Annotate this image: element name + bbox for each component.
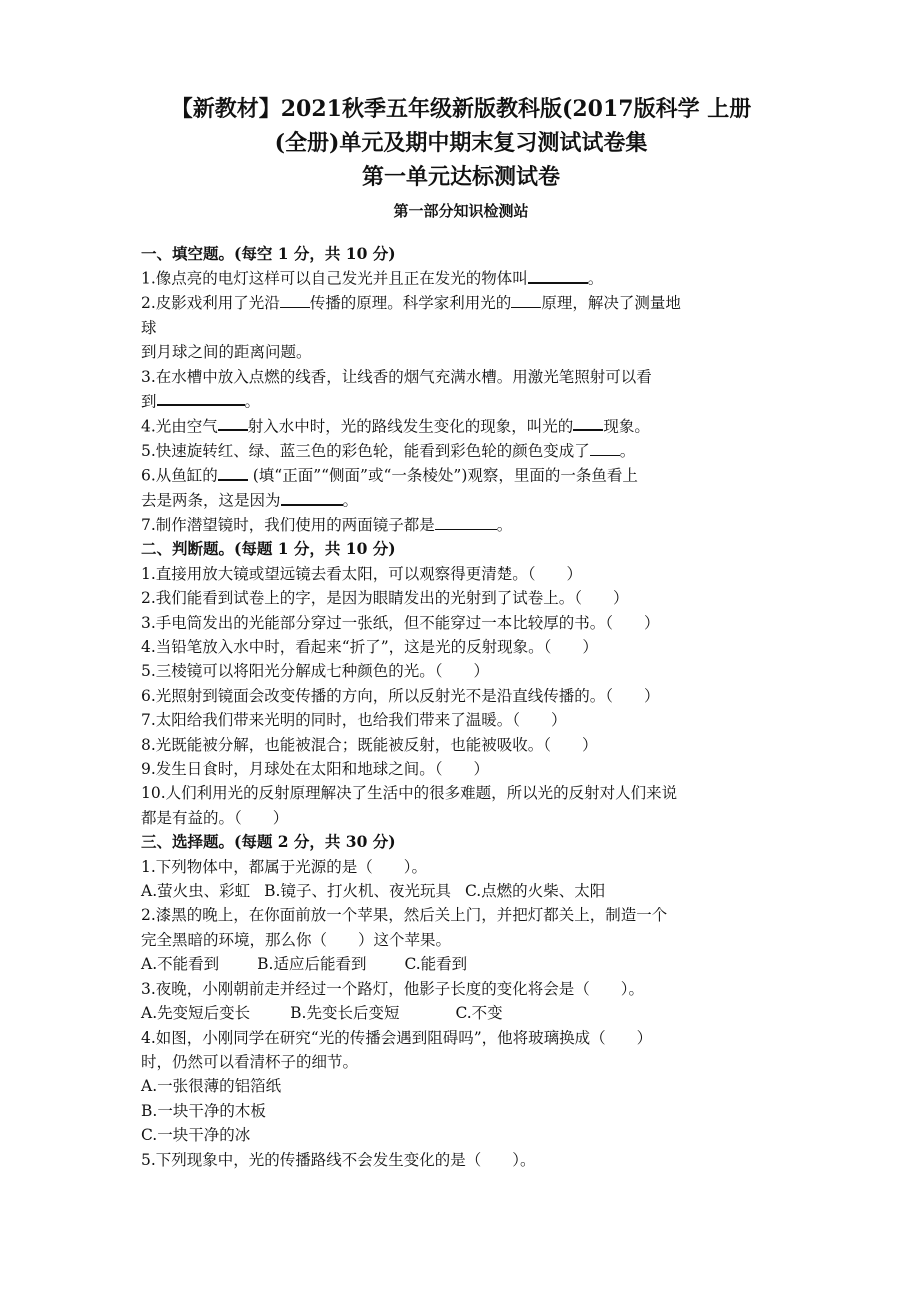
exam-title-line-1: 【新教材】2021秋季五年级新版教科版(2017版科学 上册 bbox=[170, 96, 752, 122]
section-multiple-choice-heading: 三、选择题。(每题 2 分，共 30 分) bbox=[141, 832, 396, 852]
choice-question-3-options bbox=[141, 1001, 781, 1025]
option-b[interactable]: B.先变长后变短 bbox=[290, 1004, 400, 1023]
fill-question-3-cont: 到 。 bbox=[141, 389, 781, 414]
fill-question-5: 5.快速旋转红、绿、蓝三色的彩色轮，能看到彩色轮的颜色变成了 。 bbox=[141, 439, 781, 463]
part-subtitle: 第一部分知识检测站 bbox=[393, 202, 529, 220]
fill-question-2-cont: 到月球之间的距离问题。 bbox=[141, 343, 312, 362]
option-a[interactable]: A.不能看到 bbox=[141, 955, 220, 974]
choice-question-2-options bbox=[141, 952, 781, 976]
fill-question-6-cont: 去是两条，这是因为 。 bbox=[141, 488, 781, 513]
option-b[interactable]: B.一块干净的木板 bbox=[141, 1101, 266, 1120]
answer-blank[interactable] bbox=[218, 463, 248, 481]
answer-blank[interactable] bbox=[511, 292, 541, 309]
option-c[interactable]: C.点燃的火柴、太阳 bbox=[464, 882, 606, 901]
option-b[interactable]: B.适应后能看到 bbox=[257, 955, 367, 974]
fill-question-1: 1.像点亮的电灯这样可以自己发光并且正在发光的物体叫 。 bbox=[141, 266, 781, 291]
judge-question-10: 10.人们利用光的反射原理解决了生活中的很多难题，所以光的反射对人们来说 bbox=[141, 784, 678, 803]
choice-question-5: 5.下列现象中，光的传播路线不会发生变化的是（ ）。 bbox=[141, 1150, 536, 1169]
answer-blank[interactable] bbox=[281, 488, 343, 506]
judge-question-4: 4.当铅笔放入水中时，看起来“折了”，这是光的反射现象。（ ） bbox=[141, 638, 598, 656]
judge-question-7: 7.太阳给我们带来光明的同时，也给我们带来了温暖。（ ） bbox=[141, 711, 567, 730]
judge-question-1: 1.直接用放大镜或望远镜去看太阳，可以观察得更清楚。（ ） bbox=[141, 564, 583, 583]
exam-content bbox=[141, 242, 781, 1172]
judge-question-10-cont: 都是有益的。（ ） bbox=[141, 808, 289, 827]
choice-question-1-options bbox=[141, 879, 781, 903]
option-b[interactable]: B.镜子、打火机、夜光玩具 bbox=[264, 882, 451, 901]
fill-question-4: 4.光由空气 射入水中时，光的路线发生变化的现象，叫光的 现象。 bbox=[141, 414, 781, 439]
answer-blank[interactable] bbox=[528, 266, 588, 284]
section-true-false-heading: 二、判断题。(每题 1 分，共 10 分) bbox=[141, 539, 396, 559]
option-a[interactable]: A.先变短后变长 bbox=[141, 1004, 251, 1023]
judge-question-2: 2.我们能看到试卷上的字，是因为眼睛发出的光射到了试卷上。（ ） bbox=[141, 589, 629, 608]
fill-question-2-cont: 球 bbox=[141, 318, 157, 337]
exam-title-line-3: 第一单元达标测试卷 bbox=[361, 164, 560, 190]
fill-question-6: 6.从鱼缸的 (填“正面”“侧面”或“一条棱处”)观察，里面的一条鱼看上 bbox=[141, 463, 781, 488]
judge-question-9: 9.发生日食时，月球处在太阳和地球之间。（ ） bbox=[141, 760, 490, 779]
answer-blank[interactable] bbox=[157, 389, 245, 407]
judge-question-3: 3.手电筒发出的光能部分穿过一张纸，但不能穿过一本比较厚的书。（ ） bbox=[141, 613, 660, 632]
answer-blank[interactable] bbox=[435, 513, 497, 530]
fill-question-2: 2.皮影戏利用了光沿 传播的原理。科学家利用光的 原理，解决了测量地 bbox=[141, 291, 781, 315]
choice-question-1: 1.下列物体中，都属于光源的是（ ）。 bbox=[141, 857, 428, 876]
choice-question-3: 3.夜晚，小刚朝前走并经过一个路灯，他影子长度的变化将会是（ ）。 bbox=[141, 979, 645, 998]
answer-blank[interactable] bbox=[590, 439, 620, 456]
option-a[interactable]: A.一张很薄的铝箔纸 bbox=[141, 1077, 282, 1096]
option-c[interactable]: C.一块干净的冰 bbox=[141, 1126, 251, 1145]
answer-blank[interactable] bbox=[218, 414, 248, 432]
judge-question-5: 5.三棱镜可以将阳光分解成七种颜色的光。（ ） bbox=[141, 662, 490, 681]
option-c[interactable]: C.能看到 bbox=[404, 955, 468, 974]
choice-question-2: 2.漆黑的晚上，在你面前放一个苹果，然后关上门，并把灯都关上，制造一个 bbox=[141, 906, 668, 925]
fill-question-7: 7.制作潜望镜时，我们使用的两面镜子都是 。 bbox=[141, 513, 781, 537]
choice-question-4: 4.如图，小刚同学在研究“光的传播会遇到阻碍吗”，他将玻璃换成（ ） bbox=[141, 1028, 653, 1047]
answer-blank[interactable] bbox=[280, 292, 310, 309]
judge-question-8: 8.光既能被分解，也能被混合；既能被反射，也能被吸收。（ ） bbox=[141, 735, 598, 754]
fill-question-3: 3.在水槽中放入点燃的线香，让线香的烟气充满水槽。用激光笔照射可以看 bbox=[141, 367, 652, 386]
judge-question-6: 6.光照射到镜面会改变传播的方向，所以反射光不是沿直线传播的。（ ） bbox=[141, 686, 660, 705]
choice-question-4-cont: 时，仍然可以看清杯子的细节。 bbox=[141, 1052, 359, 1071]
option-a[interactable]: A.萤火虫、彩虹 bbox=[141, 882, 251, 901]
option-c[interactable]: C.不变 bbox=[455, 1004, 503, 1023]
exam-title-line-2: (全册)单元及期中期末复习测试试卷集 bbox=[274, 130, 648, 156]
exam-page bbox=[141, 92, 781, 1172]
choice-question-2-cont: 完全黑暗的环境，那么你（ ）这个苹果。 bbox=[141, 930, 452, 949]
section-fill-blank-heading: 一、填空题。(每空 1 分，共 10 分) bbox=[141, 244, 396, 263]
answer-blank[interactable] bbox=[573, 414, 603, 432]
